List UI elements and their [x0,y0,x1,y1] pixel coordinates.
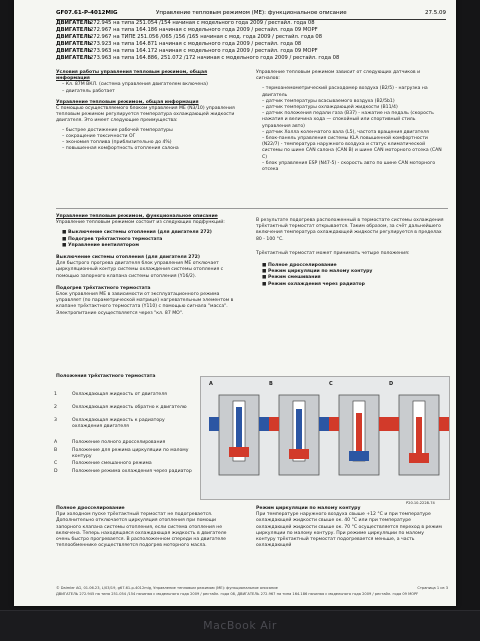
thermostat-panel-d [389,395,449,475]
engine-line: ДВИГАТЕЛЬ273.923 на типа 164.871 начиная с модельного года 2009 / рестайл. года 08 [56,41,302,47]
thermostat-heat-title: Подогрев трёхтактного термостата [56,285,151,291]
engine-line: ДВИГАТЕЛЬ273.963 на типа 164.886, 251.072 /172 начиная с модельного года 2009 / рестайл. года 08 [56,55,340,61]
throttle-title: Полное дросселирование [56,506,125,511]
thermostat-heat-text: Блок управления МЕ в зависимости от эксплуатационного режима управляет (по параметрической матрице) нагревательным элементом в клапане трёхтактного термостата (Y110) с помощью сигнала "масса". Электропитание осуществляется через "кл. 87 МО". [56,292,234,316]
list-item: – блок-панель управления системы KLA повышенной комфортности (N22/7) - температура наружного воздуха и статус климатической системы по шине CAN салона (CAN B) и шине CAN моторного отсека (CAN C) [262,136,444,161]
conditions-title: Условия работы управления тепловым режимом, общая информация [56,70,208,82]
small-loop-section [256,506,444,549]
small-loop-text: При температуре наружного воздуха свыше +12 °С и при температуре охлаждающей жидкости свыше ок. 40 °С или при температуре охлаждающей жидкости свыше ок. 70 °С осуществляется переход в режим циркуляции по малому контуру. При режиме циркуляции по малому контуру трёхтактный термостат подогревается меньше, а часть охлаждающей [256,512,442,549]
list-item: – Кл. 87M ВКЛ. (система управления двигателем включена) [62,82,236,88]
list-item: – двигатель работает [62,89,236,95]
laptop-bezel [0,610,480,641]
list-item: – датчик положения педали газа (В37) - нажатие на педаль (скорость нажатия и величина хода — спокойный или спортивный стиль управления авто) [262,111,444,130]
legend-title: Положения трёхтактного термостата [56,374,156,379]
list-item: – быстрее достижение рабочей температуры [62,128,236,134]
engine-line: ДВИГАТЕЛЬ272.967 на типа 164.186 начиная с модельного года 2009 / рестайл. года 09 MOPF [56,27,318,33]
heating-off-text: Для быстрого прогрева двигателя блок управления МЕ отключает циркуляционный контур системы охлаждения системы отопления с помощью запорного клапана системы отопления (Y16/2). [56,261,224,279]
list-item: ■ Выключение системы отопления (для двигателя 272) [62,230,241,236]
doc-title: Управление тепловым режимом (МЕ): функциональное описание [156,10,347,16]
bezel-label: MacBook Air [203,619,277,632]
conditions-section [56,70,236,152]
legend-item: 1 Охлаждающая жидкость от двигателя [54,392,167,397]
list-item: – датчик Холла коленчатого вала (L5), частота вращения двигателя [262,130,444,136]
figure-code: P20.10-2228-74 [406,501,435,505]
list-item: ■ Режим циркуляции по малому контуру [262,269,444,275]
panel-label: A [209,381,213,387]
function-section [56,214,241,317]
list-item: – датчик температуры всасываемого воздуха (В2/5b1) [262,99,444,105]
legend-item: A Положение полного дросселирования [54,440,166,445]
engine-line: ДВИГАТЕЛЬ272.967 на ТИПЕ 251.056 /065 /156 /165 начиная с мод. года 2009 / рестайл. года 08 [56,34,323,40]
function-text: Управление тепловым режимом состоит из следующих подфункций: [56,220,225,226]
legend-item: B Положение для режима циркуляции по малому контуру [54,448,189,459]
panel-label: C [329,381,333,387]
list-item: – термоанемометрический расходомер воздуха (В2/5) - нагрузка на двигатель [262,86,444,98]
panel-label: B [269,381,273,387]
list-item: ■ Управление вентилятором [62,243,241,249]
list-item: ■ Подогрев трёхтактного термостата [62,237,241,243]
legend-item: 2 Охлаждающая жидкость обратно к двигателю [54,405,187,410]
overview-title: Управление тепловым режимом, общая информация [56,99,199,105]
dependencies-section [256,70,444,173]
footer-line: © Daimler AG, 01.06.23, L/03/19, g67.61-p-4012mig, Управление тепловым режимом (МЕ): функциональное описание [56,586,278,590]
legend-item: 3 Охлаждающая жидкость к радиатору охлаждения двигателя [54,418,165,429]
list-item: ■ Режим смешивания [262,275,444,281]
legend-item: D Положение режима охлаждения через радиатор [54,469,192,474]
overview-text: С помощью осуществляемого блоком управления МЕ (N3/10) управления тепловым режимом регулируется температура охлаждающей жидкости двигателя. Это имеет следующие преимущества: [56,106,235,124]
thermostat-diagram-svg [201,377,449,499]
footer-line: ДВИГАТЕЛЬ 272.945 на типа 251.054 /154 начиная с модельного года 2009 / рестайл. года 08, ДВИГАТЕЛЬ 272.967 на типа 164.186 начиная с модельного года 2009 / рестайл. года 09 MOPF [56,592,419,596]
result-text: В результате подогрева расположенный в термостате системы охлаждения трёхтактный термостат открывается. Таким образом, за счёт дальнейшего включения температура охлаждающей жидкости регулируется в пределах 80 - 100 °C. [256,218,444,242]
engine-line: ДВИГАТЕЛЬ273.963 на типа 164.172 начиная с модельного года 2009 / рестайл. года 09 MOPF [56,48,318,54]
dependencies-title: Управление тепловым режимом зависит от следующих датчиков и сигналов: [256,70,421,82]
thermostat-panel-c [329,395,389,475]
list-item: – датчик температуры охлаждающей жидкости (В11/4) [262,105,444,111]
thermostat-panel-a [209,395,269,475]
divider [56,208,448,209]
throttle-text: При холодном пуске трёхтактный термостат не подогревается. Дополнительно отключается циркуляция отопления при помощи запорного клапана системы отопления, если система отопления не включена. Теперь находящаяся охлаждающая жидкость в двигателе очень быстро прогревается. В расположенном спереди на двигателе теплообменнике осуществляется подогрев моторного масла. [56,512,227,549]
list-item: – сокращение токсичности ОГ [62,134,236,140]
list-item: – блок управления ESP (N47-5) - скорость авто по шине CAN моторного отсека [262,161,444,173]
thermostat-diagram [200,376,450,500]
document-page [14,0,456,606]
list-item: ■ Полное дросселирование [262,263,444,269]
result-section [256,218,444,288]
result-text2: Трёхтактный термостат может принимать четыре положения: [256,250,410,256]
list-item: ■ Режим охлаждения через радиатор [262,282,444,288]
list-item: – повышенная комфортность отопления салона [62,146,236,152]
page-number: Страница 1 из 3 [417,586,448,590]
panel-label: D [389,381,394,387]
thermostat-panel-b [269,395,329,475]
heating-off-title: Выключение системы отопления (для двигателя 272) [56,255,200,261]
doc-date: 27.5.09 [425,10,446,16]
doc-code: GF07.61-P-4012MIG [56,10,118,16]
engine-line: ДВИГАТЕЛЬ272.945 на типа 251.054 /154 начиная с модельного года 2009 / рестайл. года 08 [56,20,315,26]
throttle-section [56,506,241,549]
list-item: – экономия топлива (приблизительно до 4%) [62,140,236,146]
small-loop-title: Режим циркуляции по малому контуру [256,506,361,511]
function-title: Управление тепловым режимом, функциональное описание [56,214,218,219]
document-header [56,8,446,20]
legend-item: C Положение смешанного режима [54,461,152,466]
